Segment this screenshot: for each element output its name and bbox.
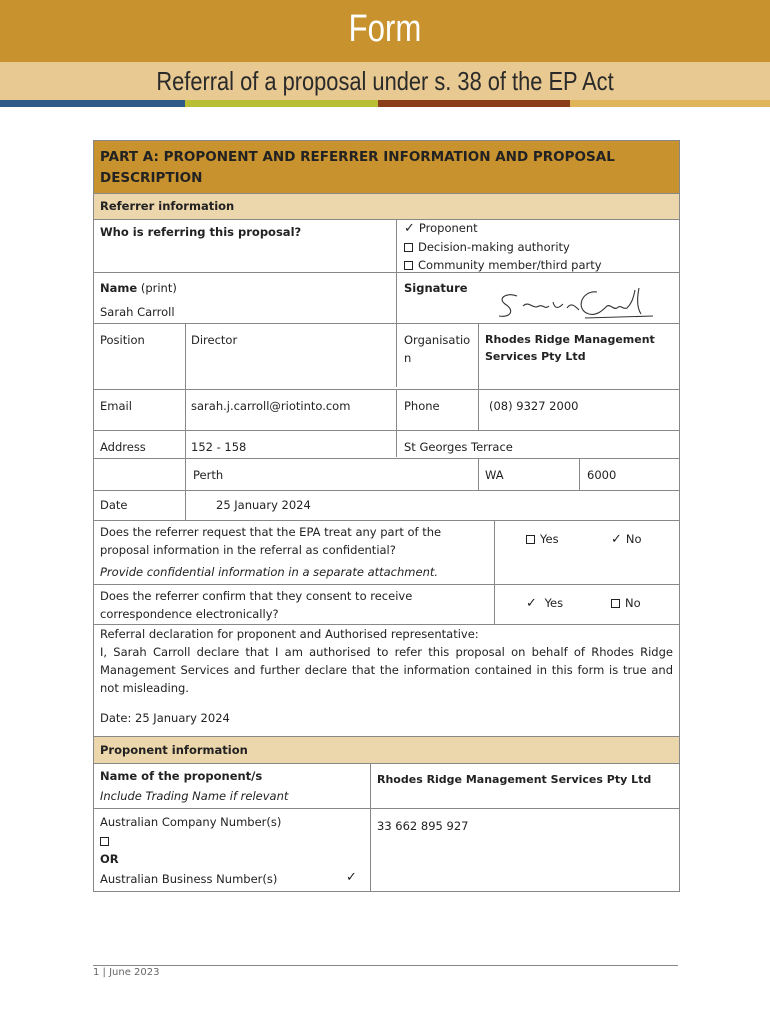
proponent-name-value: Rhodes Ridge Management Services Pty Ltd [377,773,652,786]
footer-rule [93,965,678,966]
address-postcode: 6000 [587,468,617,482]
stripe-green [185,100,378,107]
referrer-section-heading: Referrer information [94,194,679,219]
abn-checkmark-icon[interactable]: ✓ [346,870,357,885]
address-state: WA [485,468,504,482]
signature-image [489,284,659,326]
proponent-name-label: Name of the proponent/s [100,769,263,783]
checkmark-icon: ✓ [404,221,415,236]
name-value: Sarah Carroll [100,305,175,319]
date-label: Date [100,498,128,512]
confidential-note: Provide confidential information in a separate attachment. [100,565,439,579]
proponent-name-note: Include Trading Name if relevant [100,789,289,803]
phone-value: (08) 9327 2000 [489,399,579,413]
email-label: Email [100,399,132,413]
electronic-question: Does the referrer confirm that they consent to receive correspondence electronically? [100,589,413,621]
checkbox-icon [611,599,620,608]
checkbox-icon [404,243,413,252]
option-community-member[interactable]: Community member/third party [404,256,679,274]
option-decision-making-authority[interactable]: Decision-making authority [404,238,679,256]
header-subtitle-band [0,62,770,100]
address-number: 152 - 158 [191,440,247,454]
checkbox-icon [100,837,109,846]
proponent-section-heading: Proponent information [94,737,679,763]
stripe-gold [570,100,770,107]
part-a-heading: PART A: PROPONENT AND REFERRER INFORMATION AND PROPOSAL DESCRIPTION [94,141,679,193]
who-referring-question: Who is referring this proposal? [100,225,302,239]
declaration-text: I, Sarah Carroll declare that I am authorised to refer this proposal on behalf of Rhodes Ridge Management Services and further declare that the information contained in this form is true and not misleading. [100,645,673,695]
confidential-yes[interactable]: Yes [526,530,559,548]
checkbox-icon [404,261,413,270]
page-footer: 1 | June 2023 [93,967,160,978]
confidential-no[interactable]: ✓ No [611,532,642,547]
email-value: sarah.j.carroll@riotinto.com [191,399,351,413]
who-referring-options [404,219,679,274]
date-value: 25 January 2024 [216,498,311,512]
address-street: St Georges Terrace [404,440,513,454]
option-proponent[interactable]: ✓ Proponent [404,221,478,236]
abn-label: Australian Business Number(s) [100,872,278,886]
confidential-question: Does the referrer request that the EPA treat any part of the proposal information in the referral as confidential? [100,525,442,557]
checkbox-icon [526,535,535,544]
organisation-value: Rhodes Ridge Management Services Pty Ltd [485,333,655,363]
company-number-value: 33 662 895 927 [377,819,469,833]
checkmark-icon: ✓ [611,532,622,547]
form-subtitle: Referral of a proposal under s. 38 of the EP Act [156,66,614,96]
declaration-title: Referral declaration for proponent and Authorised representative: [100,627,479,641]
position-value: Director [191,333,238,347]
form-title: Form [348,8,422,50]
position-label: Position [100,333,145,347]
acn-checkbox[interactable] [100,832,114,850]
stripe-brown [378,100,570,107]
stripe-blue [0,100,185,107]
acn-label: Australian Company Number(s) [100,815,282,829]
electronic-yes[interactable]: ✓ Yes [526,596,564,611]
checkmark-icon: ✓ [526,596,537,611]
declaration-date: Date: 25 January 2024 [100,711,230,725]
address-label: Address [100,440,146,454]
electronic-no[interactable]: No [611,594,641,612]
or-label: OR [100,852,119,866]
referral-form-table [93,140,680,892]
header-banner [0,0,770,62]
signature-label: Signature [404,281,468,295]
address-city: Perth [193,468,224,482]
phone-label: Phone [404,399,440,413]
name-label: Name (print) [100,281,177,295]
organisation-label: Organisatio n [404,333,471,365]
